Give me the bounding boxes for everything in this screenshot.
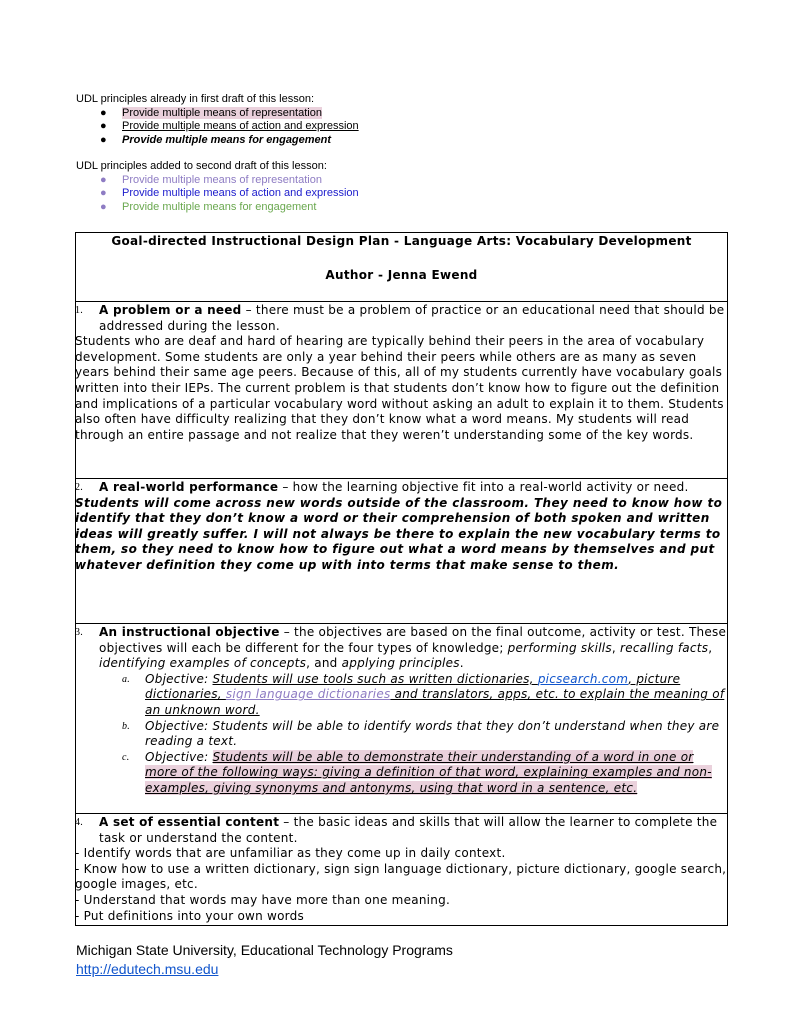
bullet-icon: ●	[100, 120, 107, 132]
bullet-icon: ●	[100, 200, 107, 213]
knowledge-type: performing skills	[507, 640, 612, 655]
list-item: ● Provide multiple means for engagement	[100, 200, 317, 213]
list-item: ● Provide multiple means of representation	[100, 106, 322, 119]
picsearch-link[interactable]: picsearch.com	[537, 671, 629, 686]
udl-first-heading: UDL principles already in first draft of this lesson:	[76, 93, 315, 105]
section-number: 2.	[75, 482, 83, 493]
section-label: A set of essential content	[99, 815, 280, 829]
list-item: ● Provide multiple means of representation	[100, 173, 322, 186]
list-item: - Put definitions into your own words	[75, 908, 305, 923]
udl-second-list	[76, 174, 359, 215]
section-objective: 3. An instructional objective – the objectives are based on the final outcome, activity or test. These objectives will each be different for the four types of knowledge; performing skills, recalling facts, identifying examples of concepts, and applying principles. a. Objective: Students will use tools such as written dictionaries, picsearch.com, picture dictionaries, sign language dictionaries and translators, apps, etc. to explain the meaning of an unknown word. b. Objective: Students will be able to identify words that they don’t understand when they are reading a text. c. Objective: Students will be able to demonstrate their understanding of a word in one or more of the following ways: giving a definition of that word, explaining examples and non-examples, giving synonyms and antonyms, using that word in a sentence, etc.	[75, 625, 727, 795]
section-body: Students will come across new words outside of the classroom. They need to know how to identify that they don’t know a word or their comprehension of both spoken and written ideas will greatly suffer. I will not always be there to explain the new vocabulary terms to them, so they need to know how to figure out what a word means by themselves and put whatever definition they come up with into terms that make sense to them.	[75, 495, 723, 572]
section-body: Students who are deaf and hard of hearing are typically behind their peers in the area of vocabulary development. Some students are only a year behind their peers while others are as many as seven years behind their same age peers. Because of this, all of my students currently have vocabulary goals written into their IEPs. The current problem is that students don’t know how to figure out the definition and implications of a particular vocabulary word without asking an adult to explain it to them. Students also often have difficulty realizing that they don’t know what a word means. My students will read through an entire passage and not realize that they weren’t understanding some of the key words.	[75, 334, 724, 442]
udl-first-list	[76, 107, 359, 148]
footer-url-link[interactable]: http://edutech.msu.edu	[76, 961, 219, 977]
section-label: A real-world performance	[99, 480, 279, 494]
objective-b: b. Objective: Students will be able to identify words that they don’t understand when they are reading a text.	[122, 718, 720, 749]
list-item: ● Provide multiple means for engagement	[100, 133, 332, 146]
section-number: 3.	[75, 627, 83, 638]
sign-language-dictionaries-link[interactable]: sign language dictionaries	[225, 687, 391, 702]
list-item: - Know how to use a written dictionary, sign sign language dictionary, picture dictionary, google search, google images, etc.	[75, 861, 727, 892]
section-content	[75, 815, 728, 924]
knowledge-type: identifying examples of concepts	[99, 656, 307, 671]
section-label: An instructional objective	[99, 625, 280, 639]
bullet-icon: ●	[100, 133, 107, 146]
section-label: A problem or a need	[99, 303, 242, 317]
objective-c: c. Objective: Students will be able to demonstrate their understanding of a word in one or more of the following ways: giving a definition of that word, explaining examples and non-examples, giving synonyms and antonyms, using that word in a sentence, etc.	[122, 749, 712, 795]
footer-org: Michigan State University, Educational Technology Programs	[76, 942, 453, 958]
page-footer	[76, 941, 453, 979]
knowledge-type: applying principles	[341, 656, 460, 671]
plan-author: Author - Jenna Ewend	[325, 268, 478, 282]
section-description: – there must be a problem of practice or an educational need that should be addressed during the lesson.	[99, 303, 725, 333]
udl-first-draft	[76, 93, 359, 147]
section-real-world	[75, 480, 728, 574]
bullet-icon: ●	[100, 106, 107, 119]
section-description: – how the learning objective fit into a real-world activity or need.	[278, 480, 689, 494]
bullet-icon: ●	[100, 173, 107, 186]
section-description: – the basic ideas and skills that will allow the learner to complete the task or understand the content.	[99, 815, 718, 845]
knowledge-type: recalling facts	[620, 640, 709, 655]
objective-a: a. Objective: Students will use tools such as written dictionaries, picsearch.com, picture dictionaries, sign language dictionaries and translators, apps, etc. to explain the meaning of an unknown word.	[122, 671, 725, 717]
list-item: - Identify words that are unfamiliar as they come up in daily context.	[75, 846, 506, 861]
udl-second-heading: UDL principles added to second draft of this lesson:	[76, 160, 327, 172]
section-number: 1.	[75, 305, 83, 316]
list-item: ● Provide multiple means of action and expression	[100, 120, 359, 132]
section-number: 4.	[75, 817, 83, 828]
bullet-icon: ●	[100, 187, 107, 199]
list-item: - Understand that words may have more than one meaning.	[75, 892, 451, 907]
udl-second-draft	[76, 160, 359, 214]
plan-title: Goal-directed Instructional Design Plan - Language Arts: Vocabulary Development	[111, 234, 692, 248]
list-item: ● Provide multiple means of action and expression	[100, 187, 359, 199]
section-problem	[75, 303, 728, 443]
